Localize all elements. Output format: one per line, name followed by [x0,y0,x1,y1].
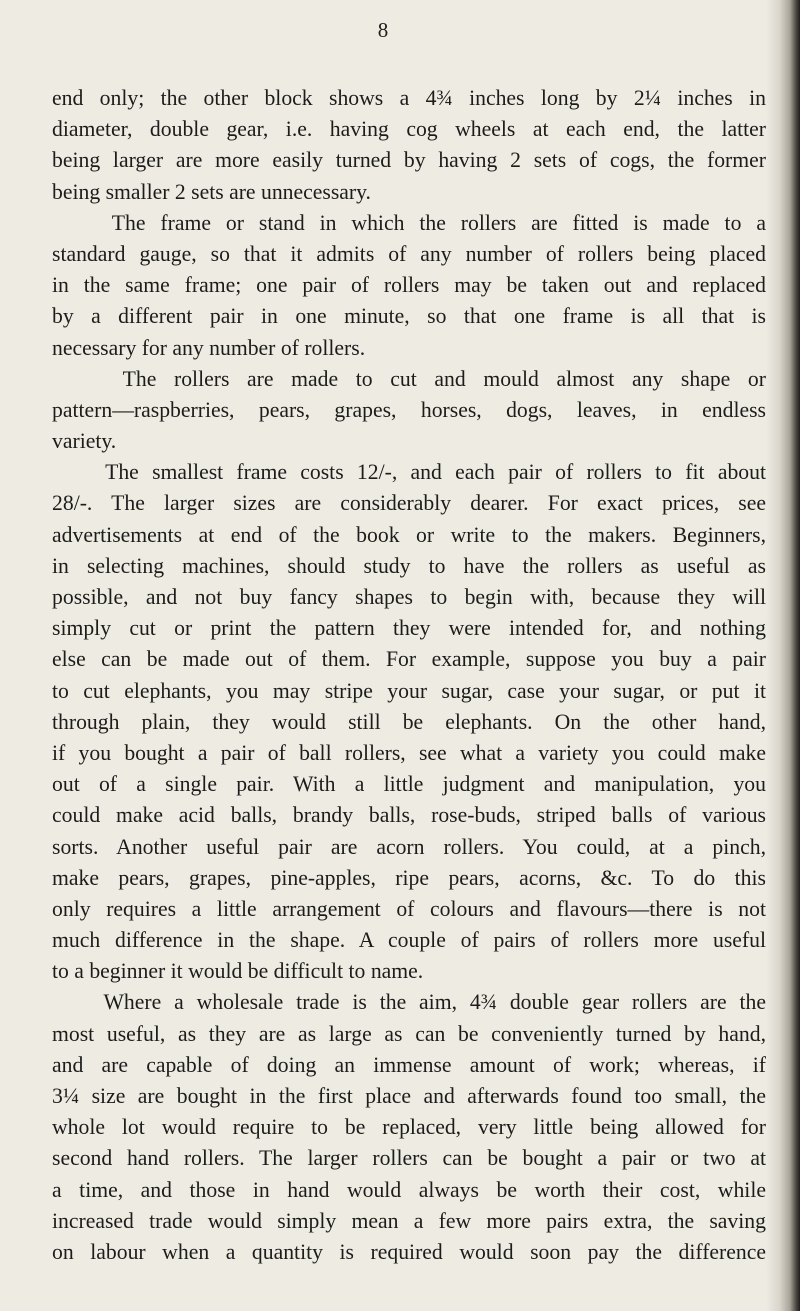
text-line: The smallest frame costs 12/-, and each pair of rollers to fit about [52,460,767,485]
text-line: possible, and not buy fancy shapes to begin with, because they will [52,585,766,609]
text-line: if you bought a pair of ball rollers, see what a variety you could make [52,740,766,765]
text-line: necessary for any number of rollers. [52,335,366,360]
text-line: most useful, as they are as large as can be conveniently turned by hand, [52,1021,766,1046]
text-line: whole lot would require to be replaced, very little being allowed for [52,1115,766,1140]
text-line: could make acid balls, brandy balls, rose-buds, striped balls of various [52,803,766,828]
body-text [52,83,766,1268]
text-line: pattern—raspberries, pears, grapes, horses, dogs, leaves, in endless [52,397,766,422]
page-spine-shadow [766,0,800,1311]
text-line: The rollers are made to cut and mould almost any shape or [52,366,767,391]
text-line: on labour when a quantity is required would soon pay the difference [52,1239,766,1264]
text-line: to a beginner it would be difficult to name. [52,959,424,984]
text-line: second hand rollers. The larger rollers can be bought a pair or two at [52,1146,766,1171]
text-line: to cut elephants, you may stripe your sugar, case your sugar, or put it [52,678,766,703]
text-line: variety. [52,429,117,454]
text-line: diameter, double gear, i.e. having cog wheels at each end, the latter [52,117,766,142]
text-line: advertisements at end of the book or write to the makers. Beginners, [52,522,766,547]
text-line: a time, and those in hand would always be worth their cost, while [52,1177,766,1202]
text-line: Where a wholesale trade is the aim, 4¾ double gear rollers are the [52,990,766,1015]
page-number: 8 [377,18,389,42]
text-line: much difference in the shape. A couple of pairs of rollers more useful [52,928,766,953]
text-line: simply cut or print the pattern they were intended for, and nothing [52,616,766,641]
text-line: being larger are more easily turned by having 2 sets of cogs, the former [52,148,766,173]
text-line: make pears, grapes, pine-apples, ripe pears, acorns, &c. To do this [52,865,766,890]
text-line: else can be made out of them. For example, suppose you buy a pair [52,647,766,672]
text-line: 28/-. The larger sizes are considerably dearer. For exact prices, see [52,491,766,516]
text-line: in the same frame; one pair of rollers may be taken out and replaced [52,273,766,298]
text-line: in selecting machines, should study to have the rollers as useful as [52,553,766,578]
text-line: being smaller 2 sets are unnecessary. [52,179,371,204]
text-line: by a different pair in one minute, so that one frame is all that is [52,304,766,329]
text-line: end only; the other block shows a 4¾ inches long by 2¼ inches in [52,86,766,110]
text-line: through plain, they would still be elephants. On the other hand, [52,709,766,734]
text-line: increased trade would simply mean a few more pairs extra, the saving [52,1208,766,1233]
text-line: and are capable of doing an immense amount of work; whereas, if [52,1052,766,1077]
text-line: standard gauge, so that it admits of any number of rollers being placed [52,241,766,266]
text-line: sorts. Another useful pair are acorn rollers. You could, at a pinch, [52,834,766,859]
text-line: The frame or stand in which the rollers are fitted is made to a [52,210,766,235]
text-line: only requires a little arrangement of colours and flavours—there is not [52,896,766,921]
text-line: 3¼ size are bought in the first place and afterwards found too small, the [52,1084,766,1108]
text-line: out of a single pair. With a little judgment and manipulation, you [52,772,766,797]
